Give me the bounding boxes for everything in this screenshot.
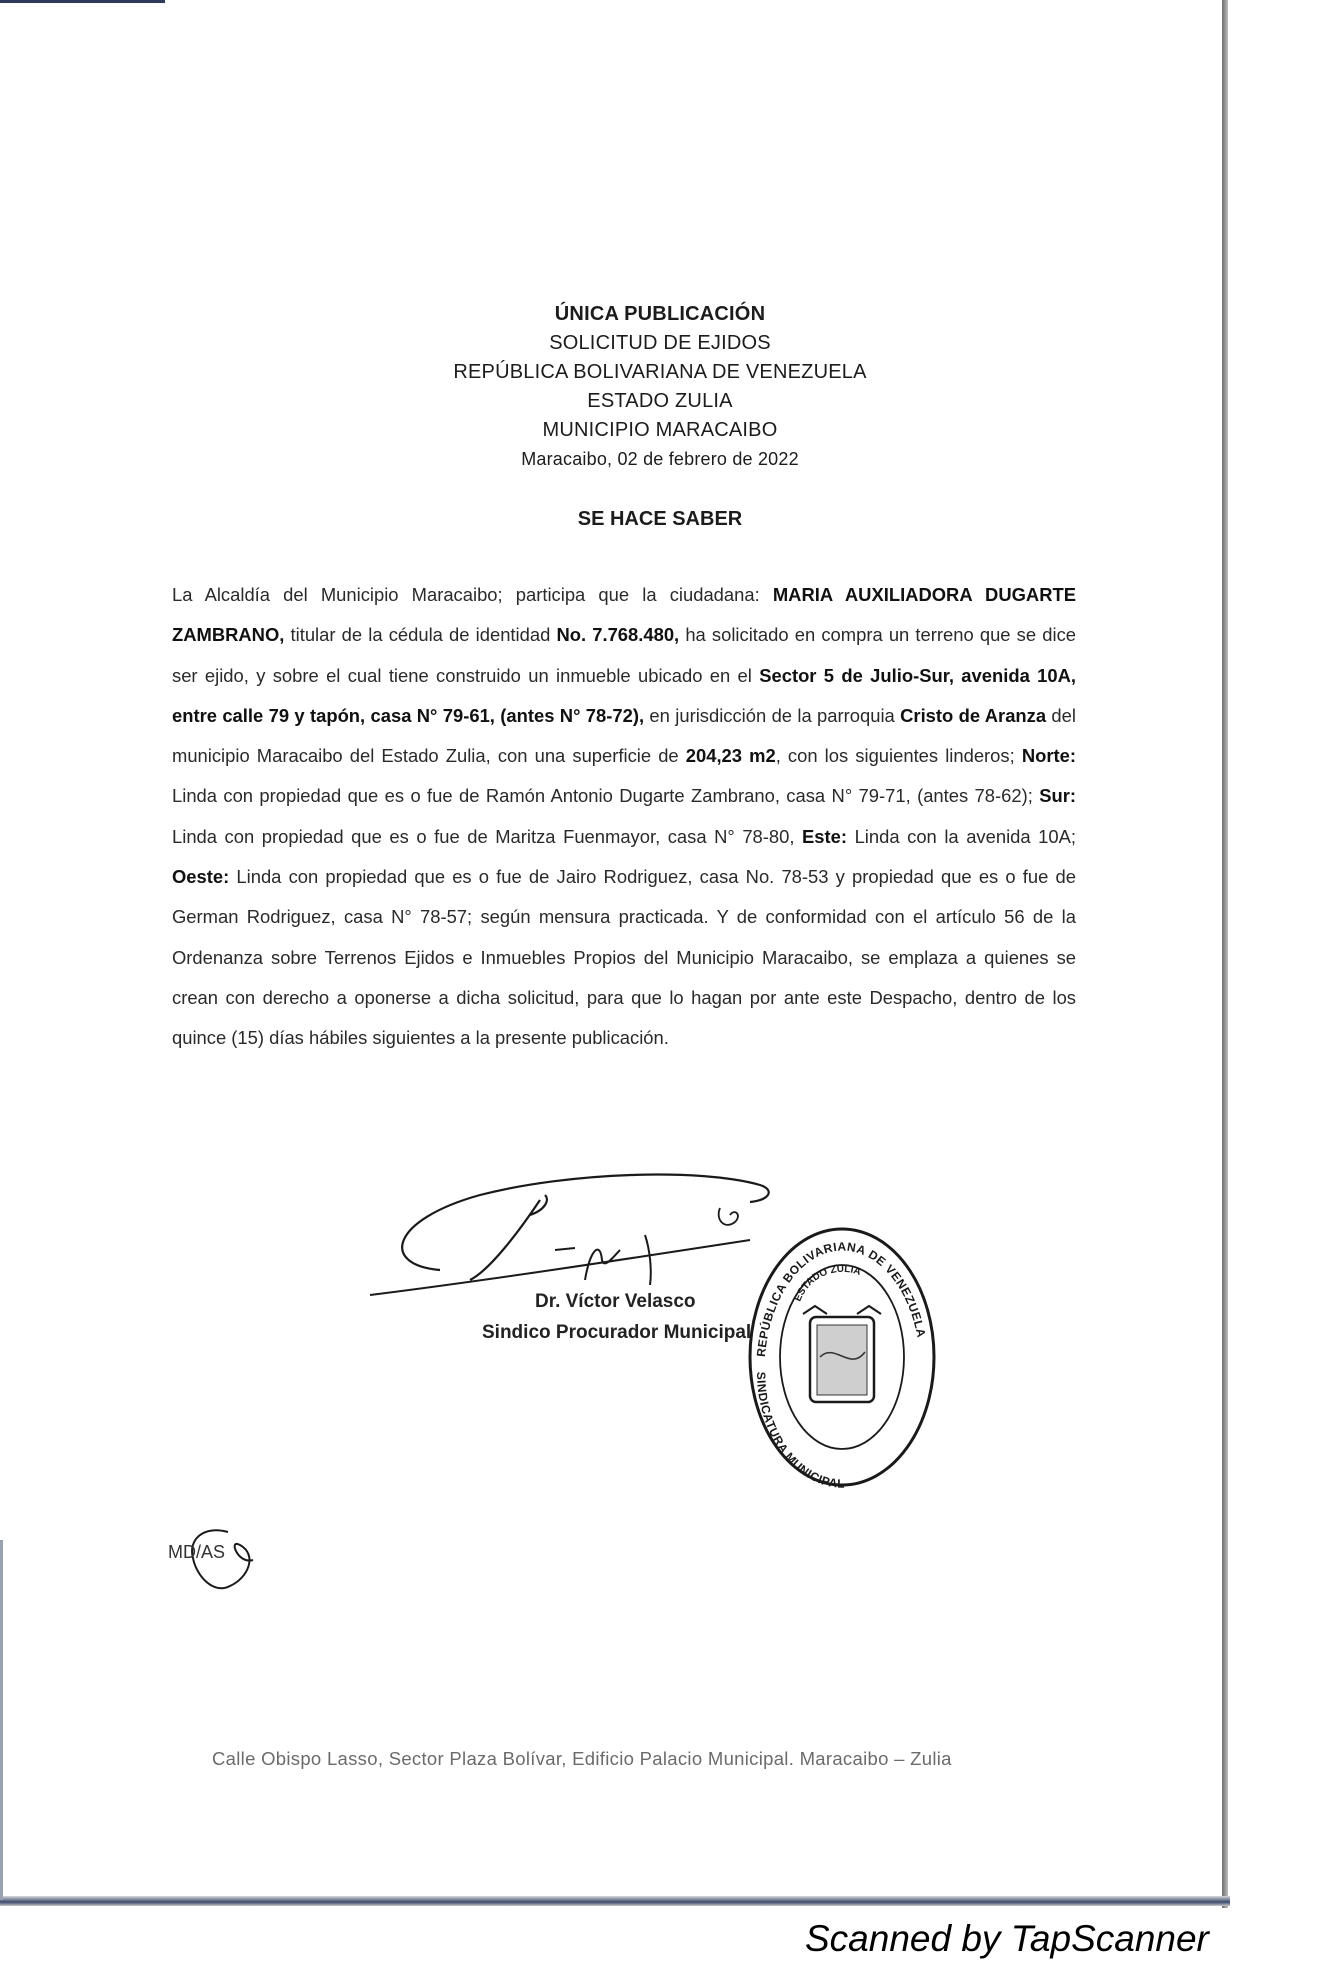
body-text-segment: del municipio Maracaibo del Estado Zulia, con una superficie de [172, 704, 1076, 767]
signatory-name: Dr. Víctor Velasco [535, 1291, 696, 1312]
page-bottom-edge [0, 1896, 1230, 1906]
initials-mark [168, 1520, 278, 1600]
body-text-segment: titular de la cédula de identidad [284, 624, 557, 646]
seal-bottom-text: SINDICATURA MUNICIPAL [753, 1371, 846, 1491]
header-line-municipio: MUNICIPIO MARACAIBO [542, 419, 778, 441]
boundary-south-text: Linda con propiedad que es o fue de Maritza Fuenmayor, casa N° 78-80, [172, 825, 803, 847]
scan-edge-left [0, 1540, 3, 1900]
scanner-watermark: Scanned by TapScanner [805, 1918, 1209, 1959]
section-heading: SE HACE SABER [577, 508, 743, 530]
boundary-north-label: Norte: [1021, 745, 1076, 767]
handwritten-signature [370, 1160, 790, 1310]
parish-name: Cristo de Aranza [900, 704, 1047, 726]
document-header [360, 300, 960, 474]
boundary-north-text: Linda con propiedad que es o fue de Ramón Antonio Dugarte Zambrano, casa N° 79-71, (antes 78-62); [172, 785, 1040, 807]
boundary-west-text: Linda con propiedad que es o fue de Jairo Rodriguez, casa No. 78-53 y propiedad que es o fue de German Rodriguez, casa N° 78-57; según mensura practicada. Y de conformidad con el artículo 56 de la Ordenanza sobre Terrenos Ejidos e Inmuebles Propios del Municipio Maracaibo, se emplaza a quienes se crean con derecho a oponerse a dicha solicitud, para que lo hagan por ante este Despacho, dentro de los quince (15) días hábiles siguientes a la presente publicación. [172, 866, 1076, 1049]
boundary-west-label: Oeste: [172, 866, 230, 888]
seal-inner-text: ESTADO ZULIA [792, 1263, 863, 1304]
body-text-segment: ha solicitado en compra un terreno que se dice ser ejido, y sobre el cual tiene construido un inmueble ubicado en el [172, 624, 1076, 686]
initials-text: MD/AS [168, 1542, 226, 1562]
body-paragraph [172, 575, 1076, 1059]
body-text-segment: La Alcaldía del Municipio Maracaibo; participa que la ciudadana: [172, 584, 773, 605]
body-text-segment: en jurisdicción de la parroquia [644, 704, 901, 726]
property-location: Sector 5 de Julio-Sur, avenida 10A, entre calle 79 y tapón, casa N° 79-61, (antes N° 78-72), [172, 664, 1076, 726]
property-area: 204,23 m2 [685, 745, 776, 767]
document-date: Maracaibo, 02 de febrero de 2022 [521, 449, 799, 469]
header-line-estado: ESTADO ZULIA [587, 390, 733, 412]
scan-edge-top [0, 0, 165, 3]
page-edge-shadow [1222, 0, 1228, 1908]
id-number: No. 7.768.480, [556, 624, 680, 646]
publication-title: ÚNICA PUBLICACIÓN [554, 303, 766, 325]
header-line-republica: REPÚBLICA BOLIVARIANA DE VENEZUELA [453, 361, 867, 383]
footer-address: Calle Obispo Lasso, Sector Plaza Bolívar, Edificio Palacio Municipal. Maracaibo – Zulia [212, 1748, 952, 1769]
boundary-east-text: Linda con la avenida 10A; [847, 825, 1076, 847]
official-seal-icon [745, 1222, 940, 1492]
seal-outer-text: REPÚBLICA BOLIVARIANA DE VENEZUELA [753, 1239, 929, 1358]
header-line-solicitud: SOLICITUD DE EJIDOS [549, 332, 771, 354]
boundary-south-label: Sur: [1039, 785, 1076, 807]
signatory-title: Sindico Procurador Municipal [482, 1322, 752, 1343]
body-text-segment: , con los siguientes linderos; [775, 745, 1022, 767]
citizen-name: MARIA AUXILIADORA DUGARTE ZAMBRANO, [172, 584, 1076, 646]
boundary-east-label: Este: [802, 825, 848, 847]
